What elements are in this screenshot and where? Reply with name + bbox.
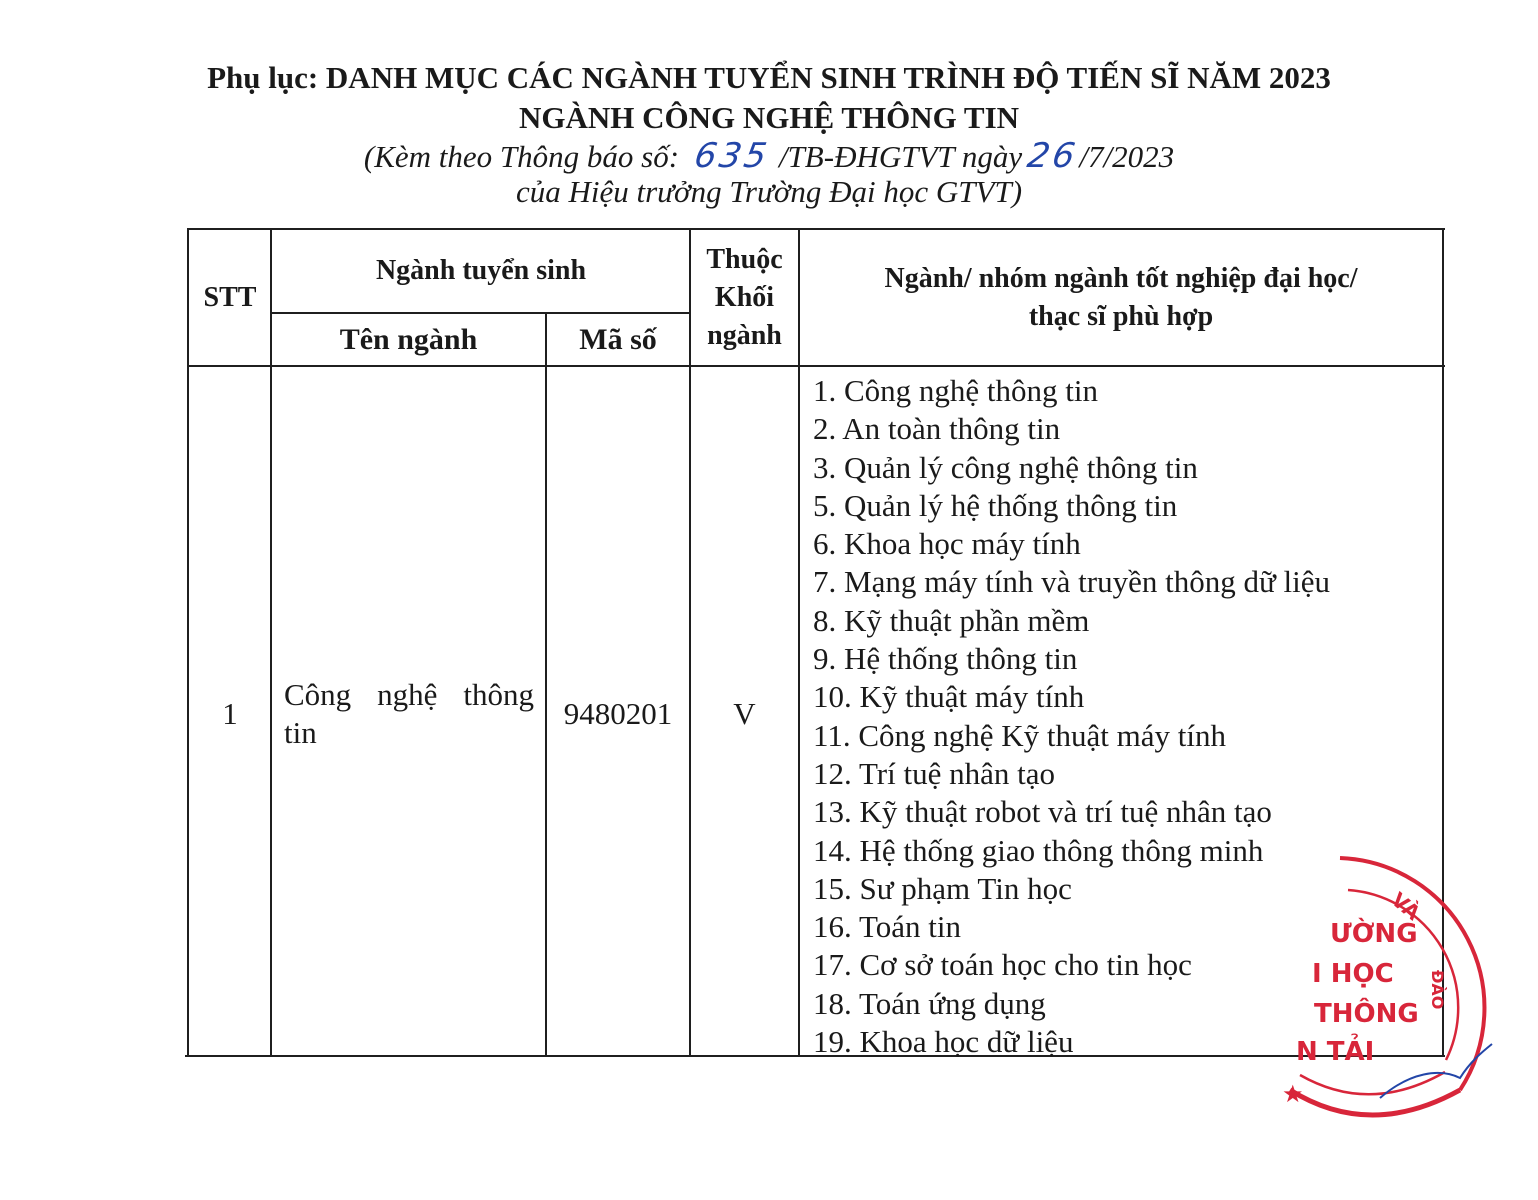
header-phu-hop-line2: thạc sĩ phù hợp	[1028, 300, 1214, 332]
related-major-item: 8. Kỹ thuật phần mềm	[813, 602, 1090, 638]
title-line-2: NGÀNH CÔNG NGHỆ THÔNG TIN	[518, 100, 1020, 135]
svg-text:VÀ: VÀ	[1386, 887, 1425, 925]
subtitle-suffix: /7/2023	[1079, 139, 1175, 174]
related-major-item: 6. Khoa học máy tính	[813, 526, 1081, 562]
related-major-item: 14. Hệ thống giao thông thông minh	[813, 832, 1264, 868]
header-ten-nganh: Tên ngành	[339, 322, 478, 356]
related-major-item: 18. Toán ứng dụng	[813, 985, 1046, 1021]
subtitle-prefix: (Kèm theo Thông báo số:	[363, 139, 680, 174]
related-major-item: 5. Quản lý hệ thống thông tin	[813, 487, 1178, 523]
svg-text:THÔNG: THÔNG	[1314, 999, 1419, 1029]
row-khoi: V	[733, 696, 756, 731]
header-phu-hop	[800, 230, 1442, 365]
header-thuoc-khoi-line3: ngành	[707, 319, 782, 351]
related-majors-list	[813, 372, 1330, 1061]
related-major-item: 7. Mạng máy tính và truyền thông dữ liệu	[813, 564, 1331, 600]
header-stt: STT	[203, 281, 257, 313]
svg-text:ƯỜNG: ƯỜNG	[1330, 919, 1418, 949]
header-ma-so: Mã số	[579, 322, 657, 356]
related-major-item: 19. Khoa học dữ liệu	[813, 1024, 1074, 1060]
header-thuoc-khoi-line1: Thuộc	[706, 243, 783, 275]
handwritten-number: 635	[691, 136, 773, 176]
svg-text:★: ★	[1282, 1080, 1304, 1108]
related-major-item: 15. Sư phạm Tin học	[813, 870, 1072, 906]
subtitle-line-2: của Hiệu trưởng Trường Đại học GTVT)	[515, 174, 1023, 209]
related-major-item: 17. Cơ sở toán học cho tin học	[813, 947, 1192, 983]
header-thuoc-khoi	[691, 230, 798, 365]
related-major-item: 10. Kỹ thuật máy tính	[813, 679, 1085, 715]
related-major-item: 9. Hệ thống thông tin	[813, 641, 1078, 677]
related-major-item: 16. Toán tin	[813, 909, 961, 945]
handwritten-day: 26	[1024, 136, 1081, 176]
related-major-item: 3. Quản lý công nghệ thông tin	[813, 449, 1198, 485]
row-ma-so: 9480201	[563, 696, 673, 731]
related-major-item: 13. Kỹ thuật robot và trí tuệ nhân tạo	[813, 794, 1272, 830]
row-stt: 1	[222, 696, 238, 731]
row-ten-nganh: Công nghệ thông tin	[284, 677, 534, 750]
related-major-item: 11. Công nghệ Kỹ thuật máy tính	[813, 717, 1227, 753]
title-line-1: Phụ lục: DANH MỤC CÁC NGÀNH TUYỂN SINH TRÌNH ĐỘ TIẾN SĨ NĂM 2023	[207, 60, 1331, 95]
subtitle-line-1	[0, 136, 1538, 176]
svg-text:ĐÀO: ĐÀO	[1428, 970, 1447, 1010]
table-header-bottom	[189, 365, 1445, 367]
related-major-item: 12. Trí tuệ nhân tạo	[813, 755, 1055, 791]
related-major-item: 1. Công nghệ thông tin	[813, 373, 1099, 408]
header-phu-hop-line1: Ngành/ nhóm ngành tốt nghiệp đại học/	[884, 262, 1358, 294]
header-thuoc-khoi-line2: Khối	[714, 281, 775, 313]
svg-text:N TẢI: N TẢI	[1296, 1037, 1375, 1067]
subtitle-mid: /TB-ĐHGTVT ngày	[778, 139, 1023, 174]
header-nganh-tuyen-sinh: Ngành tuyển sinh	[375, 255, 587, 286]
related-major-item: 2. An toàn thông tin	[813, 411, 1061, 447]
svg-text:I HỌC: I HỌC	[1312, 959, 1394, 989]
official-stamp	[1260, 840, 1500, 1140]
col-divider-ten	[545, 312, 547, 1057]
